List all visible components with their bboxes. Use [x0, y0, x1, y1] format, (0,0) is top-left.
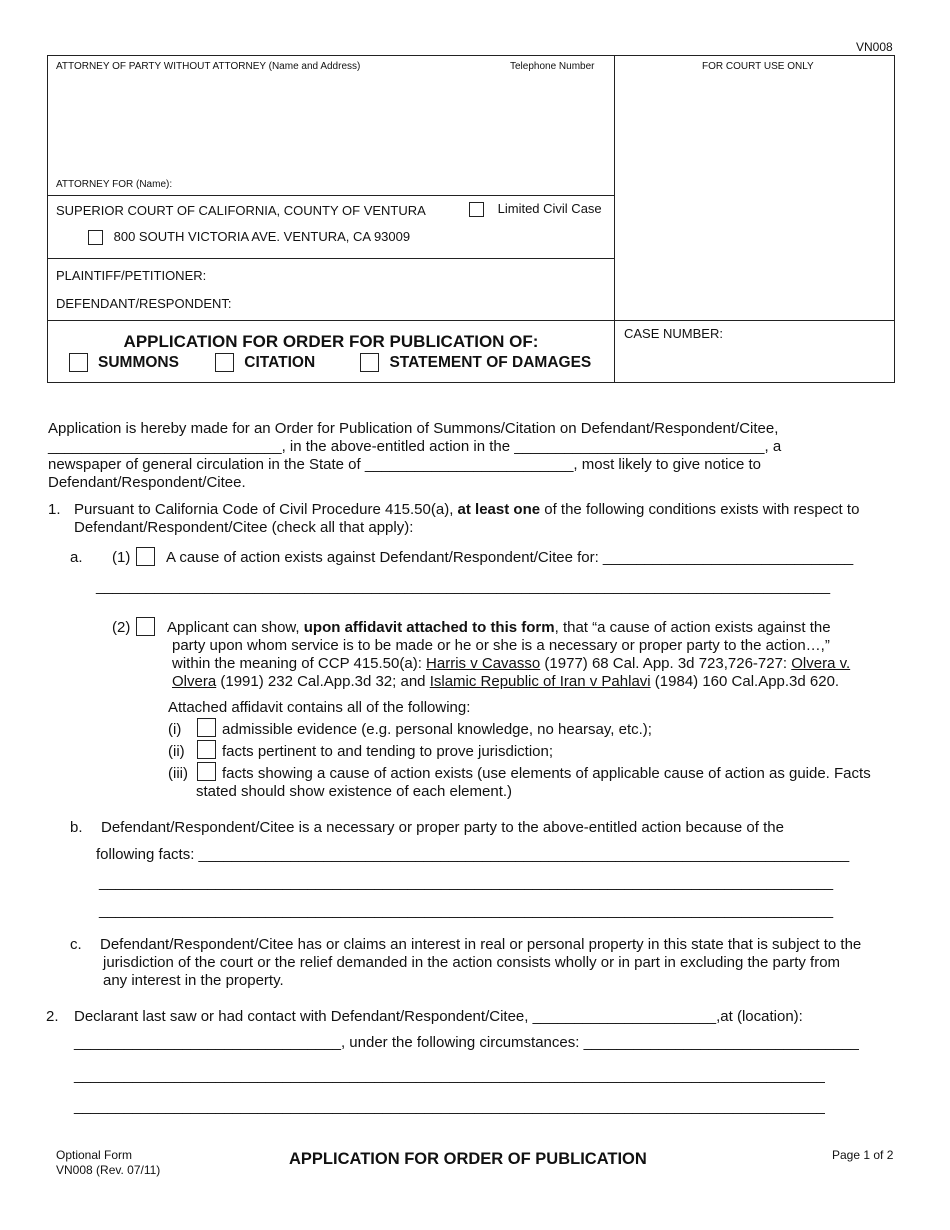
item-1a2-line-4: [172, 673, 839, 691]
intro-line-1: Application is hereby made for an Order for Publication of Summons/Citation on Defendant/Respondent/Citee,: [48, 420, 779, 437]
citation-label: CITATION: [244, 353, 316, 371]
item-1a2-line-1: [167, 619, 831, 637]
item-2-line-1: Declarant last saw or had contact with Defendant/Respondent/Citee, ______________________,at (location):: [74, 1008, 803, 1025]
damages-option: [360, 354, 591, 371]
item-1-line-2: Defendant/Respondent/Citee (check all that apply):: [74, 519, 414, 536]
case-cite-olvera-b: Olvera: [172, 673, 217, 690]
case-cite-olvera-a: Olvera v.: [791, 655, 851, 672]
item-1-text-b: of the following conditions exists with respect to: [540, 501, 860, 518]
affidavit-ii-checkbox-wrap: [197, 740, 216, 759]
item-1c-line-1: Defendant/Respondent/Citee has or claims an interest in real or personal property in this state that is subject to the: [100, 936, 862, 953]
item-1a2-l4d: (1984) 160 Cal.App.3d 620.: [650, 673, 840, 690]
affidavit-iii-number: (iii): [168, 765, 188, 782]
affidavit-i-checkbox-wrap: [197, 718, 216, 737]
item-1c-line-2: jurisdiction of the court or the relief demanded in the action consists wholly or in part in excluding the party from: [103, 954, 841, 971]
item-1a1-checkbox-wrap: [136, 547, 155, 566]
citation-checkbox[interactable]: [215, 353, 234, 372]
caption-divider: [614, 56, 615, 382]
court-address-row: [88, 229, 410, 245]
damages-checkbox[interactable]: [360, 353, 379, 372]
case-cite-harris: Harris v Cavasso: [426, 655, 541, 672]
item-1a2-number: (2): [112, 619, 131, 636]
publication-options: [69, 353, 591, 372]
affidavit-i-number: (i): [168, 721, 182, 738]
affidavit-iii-checkbox-wrap: [197, 762, 216, 781]
limited-civil-case: [469, 201, 602, 217]
intro-line-4: Defendant/Respondent/Citee.: [48, 474, 246, 491]
item-1a2-checkbox-wrap: [136, 617, 155, 636]
affidavit-iii-text: facts showing a cause of action exists (use elements of applicable cause of action as guide. Facts: [222, 765, 871, 782]
divider: [48, 258, 614, 259]
case-number-label: CASE NUMBER:: [624, 326, 723, 341]
affidavit-ii-number: (ii): [168, 743, 185, 760]
item-1c-letter: c.: [70, 936, 82, 953]
item-1a2-line-2: party upon whom service is to be made or he or she is a necessary or proper party to the action…,”: [172, 637, 830, 654]
intro-line-3: newspaper of general circulation in the State of _________________________, most likely to give notice to: [48, 456, 761, 473]
telephone-label: Telephone Number: [510, 61, 595, 72]
item-2-line-3: __________________________________________________________________________________________: [74, 1067, 825, 1084]
affidavit-iii-checkbox[interactable]: [197, 762, 216, 781]
citation-option: [215, 354, 315, 371]
divider: [48, 195, 614, 196]
item-1a2-l1c: , that “a cause of action exists against the: [554, 619, 831, 636]
footer-page: Page 1 of 2: [832, 1148, 894, 1162]
item-2-number: 2.: [46, 1008, 59, 1025]
court-use-label: FOR COURT USE ONLY: [702, 61, 814, 72]
item-1a2-checkbox[interactable]: [136, 617, 155, 636]
summons-label: SUMMONS: [98, 353, 179, 371]
item-1b-line-4: ________________________________________________________________________________________: [99, 902, 834, 919]
item-1-text: [74, 501, 859, 519]
item-1-number: 1.: [48, 501, 61, 518]
item-1a2-l1a: Applicant can show,: [167, 619, 304, 636]
affidavit-intro: Attached affidavit contains all of the following:: [168, 699, 471, 716]
form-code: VN008: [856, 40, 893, 54]
summons-checkbox[interactable]: [69, 353, 88, 372]
court-address-checkbox[interactable]: [88, 230, 103, 245]
item-1-text-bold: at least one: [457, 501, 541, 518]
item-1b-line-3: ________________________________________________________________________________________: [99, 874, 834, 891]
affidavit-ii-text: facts pertinent to and tending to prove jurisdiction;: [222, 743, 554, 760]
intro-line-2: ____________________________, in the above-entitled action in the ______________________________, a: [48, 438, 782, 455]
item-1c-line-3: any interest in the property.: [103, 972, 284, 989]
affidavit-iii-line-2: stated should show existence of each element.): [196, 783, 513, 800]
footer-title: APPLICATION FOR ORDER OF PUBLICATION: [289, 1150, 647, 1168]
affidavit-i-checkbox[interactable]: [197, 718, 216, 737]
item-1a1-number: (1): [112, 549, 131, 566]
item-1b-letter: b.: [70, 819, 83, 836]
item-1a2-l4b: (1991) 232 Cal.App.3d 32; and: [216, 673, 430, 690]
item-1b-line-2: following facts: ______________________________________________________________________________: [96, 846, 850, 863]
divider: [48, 320, 894, 321]
item-1b-text: Defendant/Respondent/Citee is a necessary or proper party to the above-entitled action because of the: [101, 819, 784, 836]
summons-option: [69, 354, 179, 371]
item-1a2-line-3: [172, 655, 850, 673]
limited-civil-label: Limited Civil Case: [497, 201, 602, 216]
court-address: 800 SOUTH VICTORIA AVE. VENTURA, CA 93009: [113, 229, 411, 244]
item-2-line-2: ________________________________, under the following circumstances: _________________________________: [74, 1034, 859, 1051]
item-1a-letter: a.: [70, 549, 83, 566]
item-2-line-4: __________________________________________________________________________________________: [74, 1098, 825, 1115]
footer-optional-form: Optional Form: [56, 1148, 133, 1162]
plaintiff-label: PLAINTIFF/PETITIONER:: [56, 268, 207, 283]
item-1a1-line-2: ________________________________________________________________________________________: [96, 578, 831, 595]
defendant-label: DEFENDANT/RESPONDENT:: [56, 296, 232, 311]
item-1a1-text: A cause of action exists against Defendant/Respondent/Citee for: ______________________________: [166, 549, 854, 566]
affidavit-ii-checkbox[interactable]: [197, 740, 216, 759]
footer-form-rev: VN008 (Rev. 07/11): [56, 1163, 161, 1177]
affidavit-i-text: admissible evidence (e.g. personal knowledge, no hearsay, etc.);: [222, 721, 652, 738]
item-1a2-l1b: upon affidavit attached to this form: [303, 619, 555, 636]
item-1a2-l3c: (1977) 68 Cal. App. 3d 723,726-727:: [540, 655, 792, 672]
item-1-text-a: Pursuant to California Code of Civil Procedure 415.50(a),: [74, 501, 458, 518]
item-1a2-l3a: within the meaning of CCP 415.50(a):: [172, 655, 427, 672]
item-1a1-checkbox[interactable]: [136, 547, 155, 566]
court-name: SUPERIOR COURT OF CALIFORNIA, COUNTY OF VENTURA: [56, 203, 426, 218]
case-cite-iran: Islamic Republic of Iran v Pahlavi: [429, 673, 651, 690]
attorney-for-label: ATTORNEY FOR (Name):: [56, 179, 173, 190]
damages-label: STATEMENT OF DAMAGES: [389, 353, 592, 371]
attorney-label: ATTORNEY OF PARTY WITHOUT ATTORNEY (Name and Address): [56, 61, 361, 72]
caption-title: APPLICATION FOR ORDER FOR PUBLICATION OF:: [123, 332, 539, 351]
limited-civil-checkbox[interactable]: [469, 202, 484, 217]
